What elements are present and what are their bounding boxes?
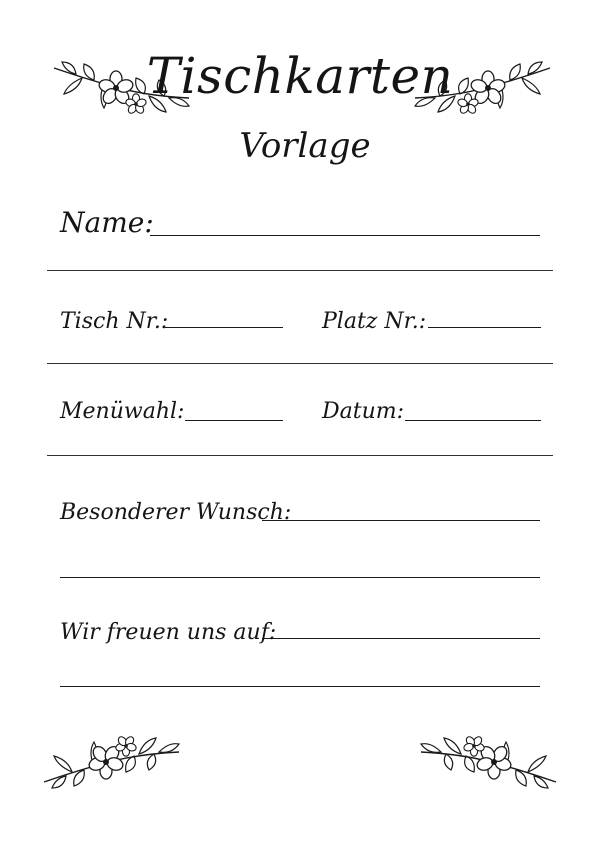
date-label: Datum: (322, 399, 405, 424)
special-wish-label: Besonderer Wunsch: (60, 500, 292, 525)
name-label: Name: (60, 206, 154, 239)
special-wish-field-line-2[interactable] (60, 577, 540, 578)
looking-forward-field[interactable] (262, 638, 540, 639)
menu-choice-field[interactable] (185, 420, 283, 421)
date-field[interactable] (405, 420, 541, 421)
divider (47, 455, 553, 456)
floral-branch-icon (416, 712, 566, 792)
floral-branch-icon (34, 712, 184, 792)
divider (47, 363, 553, 364)
table-number-field[interactable] (165, 327, 283, 328)
special-wish-field[interactable] (262, 520, 540, 521)
table-number-label: Tisch Nr.: (60, 309, 169, 334)
looking-forward-field-line-2[interactable] (60, 686, 540, 687)
seat-number-label: Platz Nr.: (322, 309, 427, 334)
page-subtitle: Vorlage (239, 126, 371, 166)
divider (47, 270, 553, 271)
page-title: Tischkarten (146, 47, 454, 105)
menu-choice-label: Menüwahl: (60, 399, 185, 424)
seat-number-field[interactable] (428, 327, 541, 328)
name-field[interactable] (150, 235, 540, 236)
looking-forward-label: Wir freuen uns auf: (60, 620, 277, 645)
